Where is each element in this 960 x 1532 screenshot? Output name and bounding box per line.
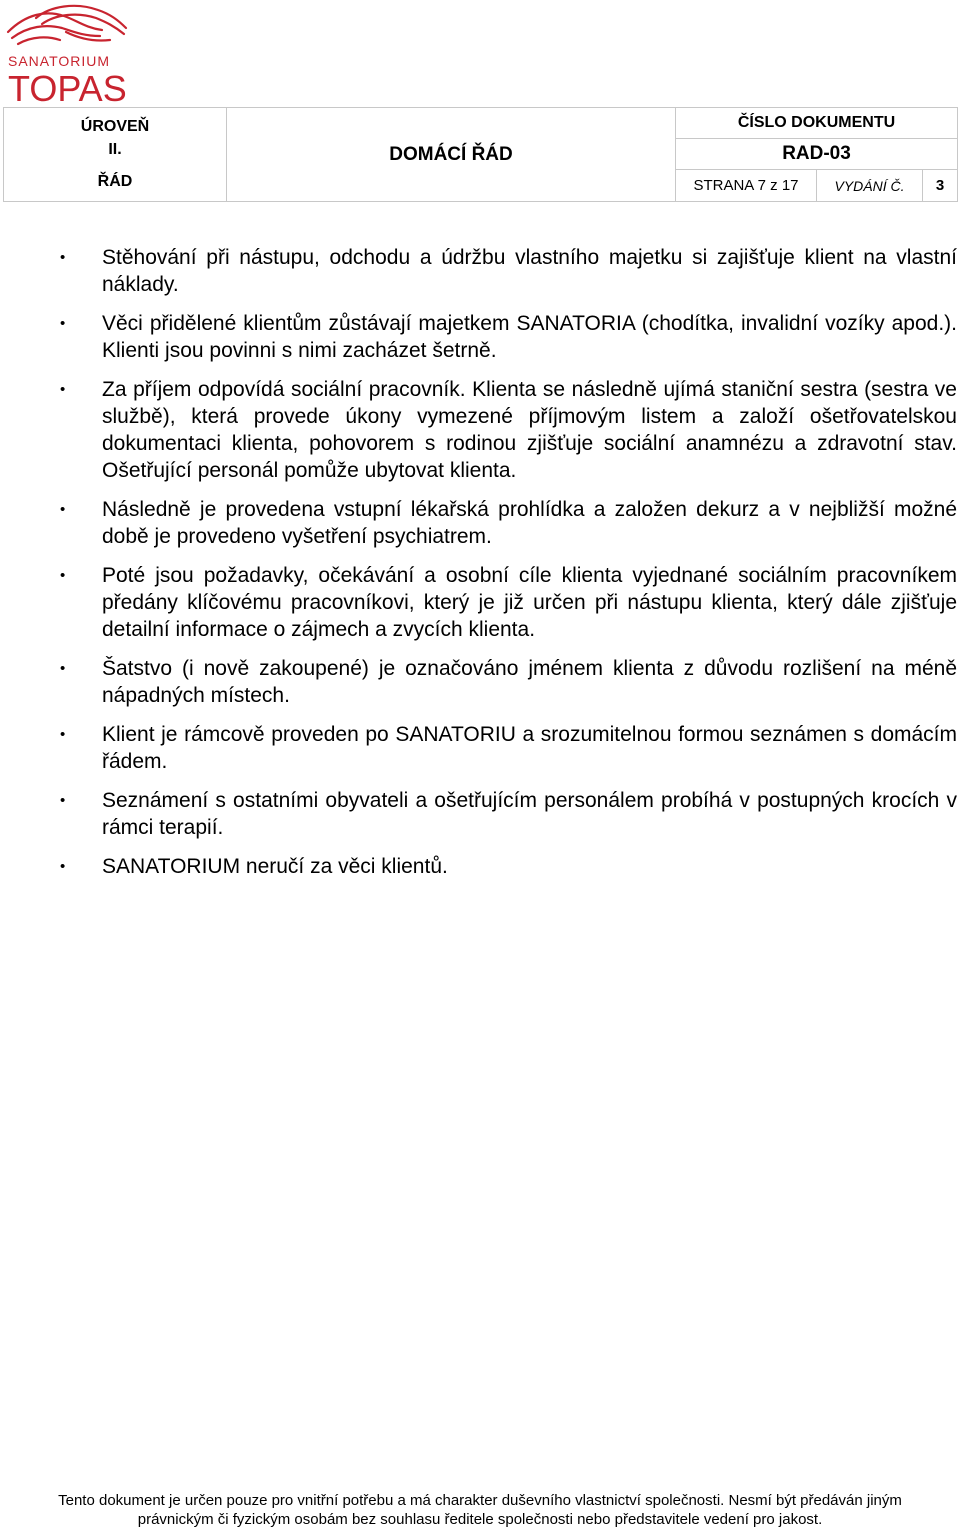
edition-cell xyxy=(817,170,958,202)
list-item-text: SANATORIUM neručí za věci klientů. xyxy=(102,855,448,878)
bullet-icon: • xyxy=(60,501,66,518)
level-cell xyxy=(4,108,227,202)
bullet-icon: • xyxy=(60,381,66,398)
level-label: ÚROVEŇ xyxy=(80,118,150,135)
list-item-text: Věci přidělené klientům zůstávají majetkem SANATORIA (chodítka, invalidní vozíky apod.). Klienti jsou povinni s nimi zacházet šetrně. xyxy=(102,312,957,362)
level-value: II. xyxy=(108,141,122,158)
svg-text:SANATORIUM: SANATORIUM xyxy=(8,53,111,69)
list-item-text: Šatstvo (i nově zakoupené) je označováno jménem klienta z důvodu rozlišení na méně nápadných místech. xyxy=(102,657,957,707)
footer-line-2: právnickým či fyzickým osobám bez souhlasu ředitele společnosti nebo představitele vedení pro jakost. xyxy=(137,1511,823,1528)
bullet-icon: • xyxy=(60,567,66,584)
list-item xyxy=(60,562,957,643)
list-item-text: Seznámení s ostatními obyvateli a ošetřujícím personálem probíhá v postupných krocích v rámci terapií. xyxy=(102,789,957,839)
list-item xyxy=(60,655,957,709)
edition-label: VYDÁNÍ Č. xyxy=(817,170,923,201)
doc-number: RAD-03 xyxy=(676,139,958,170)
list-item xyxy=(60,310,957,364)
list-item-text: Poté jsou požadavky, očekávání a osobní cíle klienta vyjednané sociálním pracovníkem předány klíčovému pracovníkovi, který je již určen při nástupu klienta, který dále zjišťuje detailní informace o zájmech a zvycích klienta. xyxy=(102,564,957,641)
document-header-table xyxy=(3,107,958,202)
edition-value: 3 xyxy=(935,177,945,194)
list-item-text: Za příjem odpovídá sociální pracovník. Klienta se následně ujímá staniční sestra (sestra ve službě), která provede úkony vymezené příjmovým listem a založí ošetřovatelskou dokumentaci klienta, pohovorem s rodinou zjišťuje sociální anamnézu a zdravotní stav. Ošetřující personál pomůže ubytovat klienta. xyxy=(102,378,957,482)
confidentiality-footer xyxy=(0,1491,960,1529)
svg-text:TOPAS: TOPAS xyxy=(8,68,127,104)
doc-number-label: ČÍSLO DOKUMENTU xyxy=(676,108,958,139)
bullet-icon: • xyxy=(60,315,66,332)
level-sub: ŘÁD xyxy=(97,173,133,190)
list-item xyxy=(60,376,957,484)
bullet-icon: • xyxy=(60,726,66,743)
list-item xyxy=(60,244,957,298)
list-item xyxy=(60,496,957,550)
list-item-text: Následně je provedena vstupní lékařská prohlídka a založen dekurz a v nejbližší možné době je provedeno vyšetření psychiatrem. xyxy=(102,498,957,548)
list-item xyxy=(60,721,957,775)
list-item-text: Stěhování při nástupu, odchodu a údržbu vlastního majetku si zajišťuje klient na vlastní náklady. xyxy=(102,246,957,296)
list-item-text: Klient je rámcově proveden po SANATORIU a srozumitelnou formou seznámen s domácím řádem. xyxy=(102,723,957,773)
rules-list xyxy=(60,244,957,892)
bullet-icon: • xyxy=(60,792,66,809)
bullet-icon: • xyxy=(60,249,66,266)
list-item xyxy=(60,787,957,841)
hands-logo-icon xyxy=(6,2,130,104)
bullet-icon: • xyxy=(60,660,66,677)
footer-line-1: Tento dokument je určen pouze pro vnitřní potřebu a má charakter duševního vlastnictví společnosti. Nesmí být předáván jiným xyxy=(58,1492,902,1509)
document-title: DOMÁCÍ ŘÁD xyxy=(227,108,676,202)
list-item xyxy=(60,853,957,880)
page-indicator: STRANA 7 z 17 xyxy=(676,170,817,202)
sanatorium-topas-logo xyxy=(6,2,130,104)
bullet-icon: • xyxy=(60,858,66,875)
